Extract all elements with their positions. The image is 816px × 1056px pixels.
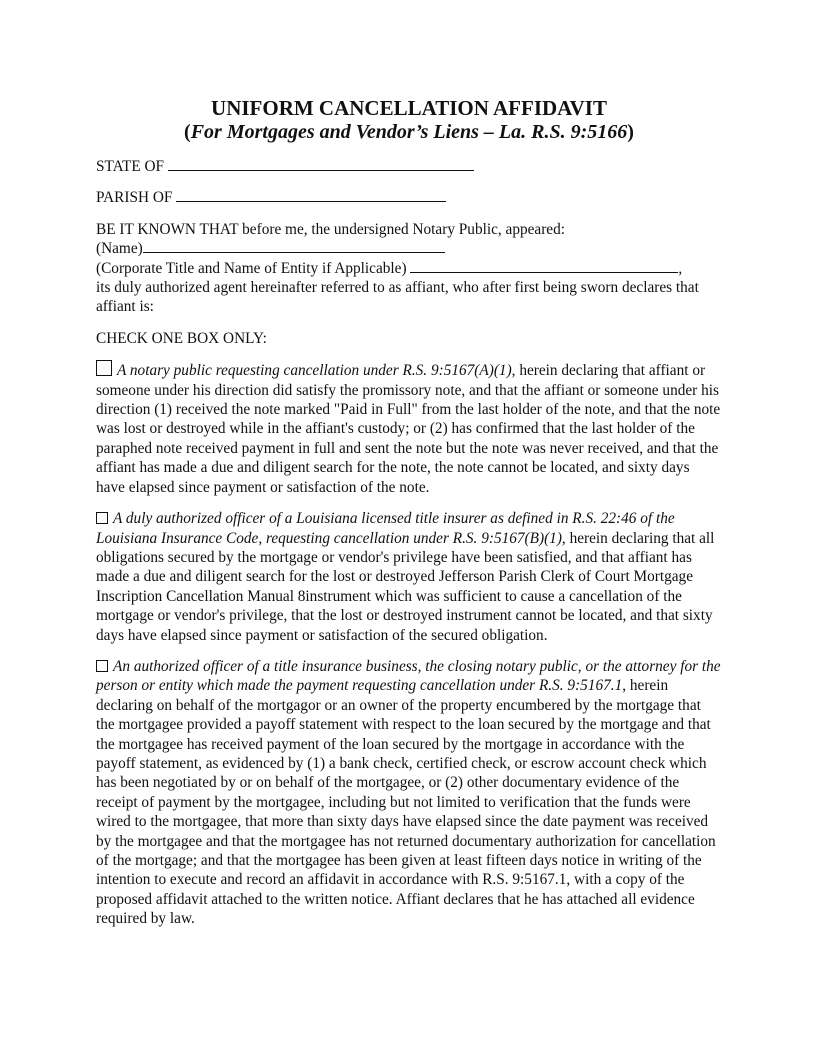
document-title: UNIFORM CANCELLATION AFFIDAVIT (211, 96, 607, 120)
state-blank-field[interactable] (168, 158, 474, 171)
parish-blank-field[interactable] (176, 189, 446, 202)
checkbox-notary-public[interactable] (96, 360, 112, 376)
corporate-label: (Corporate Title and Name of Entity if Applicable) (96, 259, 407, 277)
state-label: STATE OF (96, 158, 165, 175)
option-authorized-officer: An authorized officer of a title insurance business, the closing notary public, or the attorney for the person or entity which made the payment requesting cancellation under R.S. 9:5167.1, herein declaring on behalf of the mortgagor or an owner of the property encumbered by the mortgage that the mortgagee provided a payoff statement with respect to the loan secured by the mortgage and that the mortgagee has received payment of the loan secured by the mortgage in accordance with the payoff statement, as evidenced by (1) a bank check, certified check, or escrow account check which has been negotiated by or on behalf of the mortgagee, or (2) other documentary evidence of the receipt of payment by the mortgagee, including but not limited to verification that the funds were wired to the mortgagee, that more than sixty days have elapsed since the date payment was received by the mortgagee and that the mortgagee has not returned documentary authorization for cancellation of the mortgage; and that the mortgagee has been given at least fifteen days notice in writing of the intention to execute and record an affidavit in accordance with R.S. 9:5167.1, with a copy of the proposed affidavit attached to the written notice. Affiant declares that he has attached all evidence required by law. (96, 657, 721, 928)
checkbox-title-insurer[interactable] (96, 512, 108, 524)
agent-text: its duly authorized agent hereinafter referred to as affiant, who after first being sworn declares that affiant is: (96, 279, 699, 316)
name-blank-field[interactable] (143, 240, 445, 253)
appearance-intro: BE IT KNOWN THAT before me, the undersigned Notary Public, appeared: (96, 220, 565, 238)
name-line (96, 239, 722, 258)
option-title-insurer: A duly authorized officer of a Louisiana licensed title insurer as defined in R.S. 22:46 of the Louisiana Insurance Code, requesting cancellation under R.S. 9:5167(B)(1), herein declaring that all obligations secured by the mortgage or vendor's privilege have been satisfied, and that affiant has made a due and diligent search for the lost or destroyed Jefferson Parish Clerk of Court Mortgage Inscription Cancellation Manual 8instrument which was sufficient to cause a cancellation of the mortgage or vendor's privilege, that the lost or destroyed instrument cannot be located, and that sixty days have elapsed since payment or satisfaction of the secured obligation. (96, 510, 715, 644)
document-subtitle: (For Mortgages and Vendor’s Liens – La. R.S. 9:5166) (184, 121, 634, 143)
state-line (96, 157, 722, 176)
corporate-blank-field[interactable] (410, 260, 678, 273)
name-label: (Name) (96, 240, 143, 258)
parish-line (96, 188, 722, 207)
check-instruction: CHECK ONE BOX ONLY: (96, 329, 267, 347)
affidavit-page (96, 96, 722, 941)
option-notary-public: A notary public requesting cancellation under R.S. 9:5167(A)(1), herein declaring that affiant or someone under his direction did satisfy the promissory note, and that the affiant or someone under his direction (1) received the note marked "Paid in Full" from the last holder of the note, and that the note was lost or destroyed while in the affiant's custody; or (2) has confirmed that the last holder of the paraphed note received payment in full and sent the note but the note was never received, and that the affiant has made a due and diligent search for the note, the note cannot be located, and sixty days have elapsed since payment or satisfaction of the note. (96, 362, 721, 496)
corporate-line: (Corporate Title and Name of Entity if Applicable) , (96, 259, 683, 277)
checkbox-authorized-officer[interactable] (96, 660, 108, 672)
parish-label: PARISH OF (96, 189, 173, 207)
